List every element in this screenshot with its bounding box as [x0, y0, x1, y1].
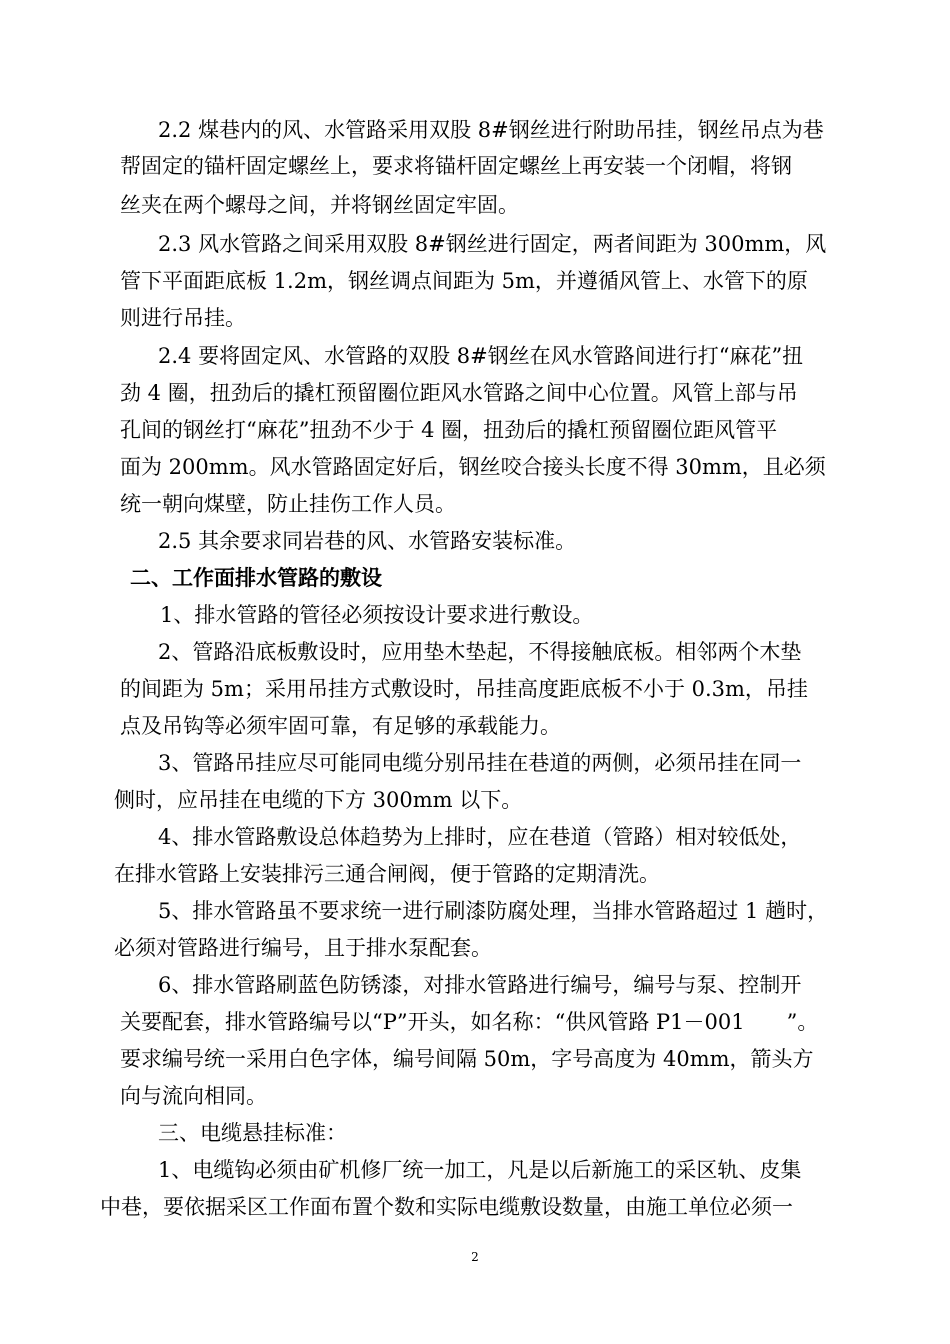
- text-line: 要求编号统一采用白色字体，编号间隔 50m，字号高度为 40mm，箭头方: [120, 1047, 814, 1071]
- text-line: 则进行吊挂。: [120, 306, 246, 330]
- text-line: 2.5 其余要求同岩巷的风、水管路安装标准。: [158, 529, 577, 553]
- text-line: 4、排水管路敷设总体趋势为上排时，应在巷道（管路）相对较低处，: [158, 825, 802, 849]
- text-line: 5、排水管路虽不要求统一进行刷漆防腐处理，当排水管路超过 1 趟时，: [158, 899, 829, 923]
- text-line: 中巷，要依据采区工作面布置个数和实际电缆敷设数量，由施工单位必须一: [100, 1195, 793, 1219]
- text-line: 必须对管路进行编号，且于排水泵配套。: [114, 936, 492, 960]
- text-line: 点及吊钩等必须牢固可靠，有足够的承载能力。: [120, 714, 561, 738]
- text-line: 丝夹在两个螺母之间，并将钢丝固定牢固。: [120, 193, 519, 217]
- text-line: 1、排水管路的管径必须按设计要求进行敷设。: [160, 603, 594, 627]
- text-line: 帮固定的锚杆固定螺丝上，要求将锚杆固定螺丝上再安装一个闭帽，将钢: [120, 154, 792, 178]
- text-line: 2、管路沿底板敷设时，应用垫木垫起，不得接触底板。相邻两个木垫: [158, 640, 802, 664]
- text-line: 管下平面距底板 1.2m，钢丝调点间距为 5m，并遵循风管上、水管下的原: [120, 269, 808, 293]
- section-heading: 二、工作面排水管路的敷设: [130, 566, 382, 590]
- text-line: 的间距为 5m；采用吊挂方式敷设时，吊挂高度距底板不小于 0.3m，吊挂: [120, 677, 808, 701]
- section-heading: 三、电缆悬挂标准：: [158, 1121, 347, 1145]
- text-line: 劲 4 圈，扭劲后的撬杠预留圈位距风水管路之间中心位置。风管上部与吊: [120, 381, 798, 405]
- page-number: 2: [471, 1250, 479, 1264]
- text-line: 侧时，应吊挂在电缆的下方 300mm 以下。: [114, 788, 523, 812]
- text-line: 1、电缆钩必须由矿机修厂统一加工，凡是以后新施工的采区轨、皮集: [158, 1158, 802, 1182]
- text-line: 3、管路吊挂应尽可能同电缆分别吊挂在巷道的两侧，必须吊挂在同一: [158, 751, 802, 775]
- text-line: 2.3 风水管路之间采用双股 8#钢丝进行固定，两者间距为 300mm，风: [158, 232, 827, 256]
- text-line: 关要配套，排水管路编号以“P”开头，如名称：“供风管路 P1－001 ”。: [120, 1010, 819, 1034]
- text-line: 面为 200mm。风水管路固定好后，钢丝咬合接头长度不得 30mm，且必须: [120, 455, 826, 479]
- text-line: 6、排水管路刷蓝色防锈漆，对排水管路进行编号，编号与泵、控制开: [158, 973, 802, 997]
- text-line: 孔间的钢丝打“麻花”扭劲不少于 4 圈，扭劲后的撬杠预留圈位距风管平: [120, 418, 778, 442]
- text-line: 2.2 煤巷内的风、水管路采用双股 8#钢丝进行附助吊挂，钢丝吊点为巷: [158, 118, 824, 142]
- text-line: 在排水管路上安装排污三通合闸阀，便于管路的定期清洗。: [114, 862, 660, 886]
- text-line: 2.4 要将固定风、水管路的双股 8#钢丝在风水管路间进行打“麻花”扭: [158, 344, 804, 368]
- text-line: 向与流向相同。: [120, 1084, 267, 1108]
- text-line: 统一朝向煤壁，防止挂伤工作人员。: [120, 492, 456, 516]
